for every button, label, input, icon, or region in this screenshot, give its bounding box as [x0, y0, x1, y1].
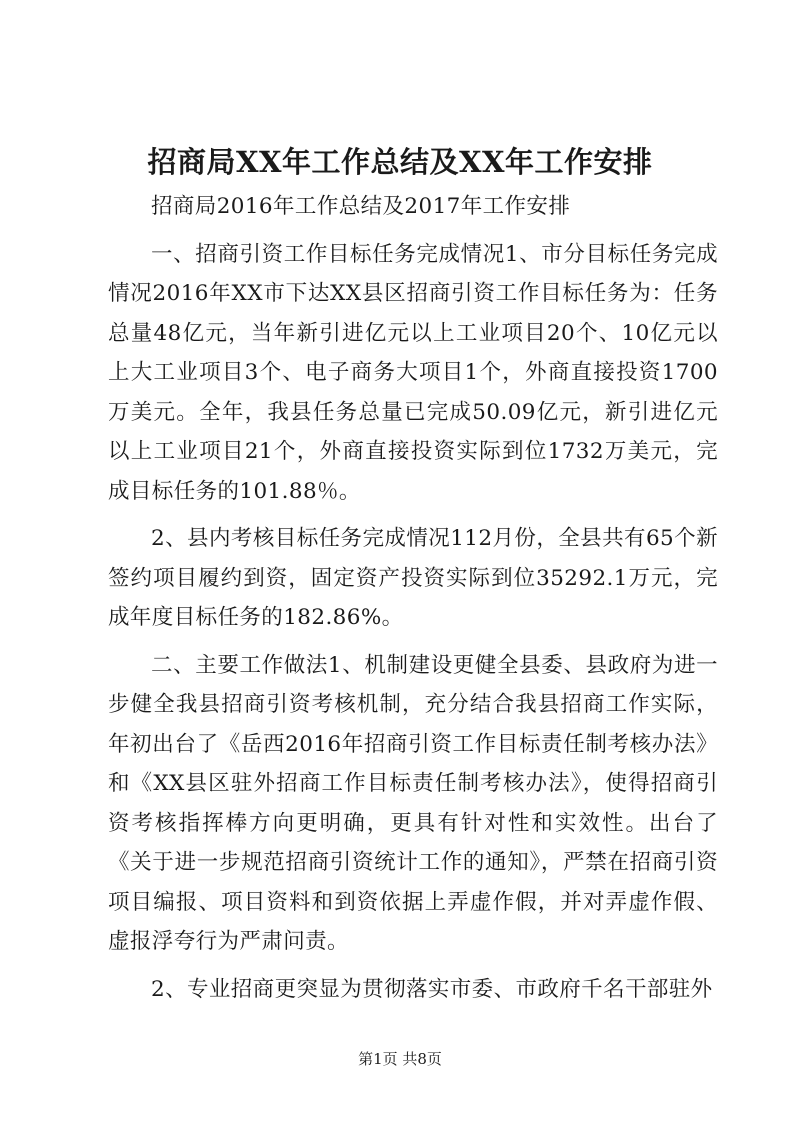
paragraph-professional-investment: 2、专业招商更突显为贯彻落实市委、市政府千名干部驻外 — [151, 976, 713, 1002]
paragraph-county-assessment: 2、县内考核目标任务完成情况112月份，全县共有65个新签约项目履约到资，固定资产投资实际到位35292.1万元，完成年度目标任务的182.86%。 — [108, 526, 718, 630]
paragraph-subtitle: 招商局2016年工作总结及2017年工作安排 — [151, 194, 571, 219]
page-number-footer: 第1页 共8页 — [358, 1050, 442, 1068]
document-title: 招商局XX年工作总结及XX年工作安排 — [147, 145, 653, 179]
paragraph-targets: 一、招商引资工作目标任务完成情况1、市分目标任务完成情况2016年XX市下达XX县区招商引资工作目标任务为：任务总量48亿元，当年新引进亿元以上工业项目20个、10亿元以上大工业项目3个、电子商务大项目1个，外商直接投资1700万美元。全年，我县任务总量已完成50.09亿元，新引进亿元以上工业项目21个，外商直接投资实际到位1732万美元，完成目标任务的101.88％。 — [108, 241, 718, 504]
paragraph-main-practices: 二、主要工作做法1、机制建设更健全县委、县政府为进一步健全我县招商引资考核机制，充分结合我县招商工作实际，年初出台了《岳西2016年招商引资工作目标责任制考核办法》和《XX县区驻外招商工作目标责任制考核办法》，使得招商引资考核指挥棒方向更明确，更具有针对性和实效性。出台了《关于进一步规范招商引资统计工作的通知》，严禁在招商引资项目编报、项目资料和到资依据上弄虚作假，并对弄虚作假、虚报浮夸行为严肃问责。 — [108, 652, 718, 954]
document-body — [108, 187, 718, 1017]
